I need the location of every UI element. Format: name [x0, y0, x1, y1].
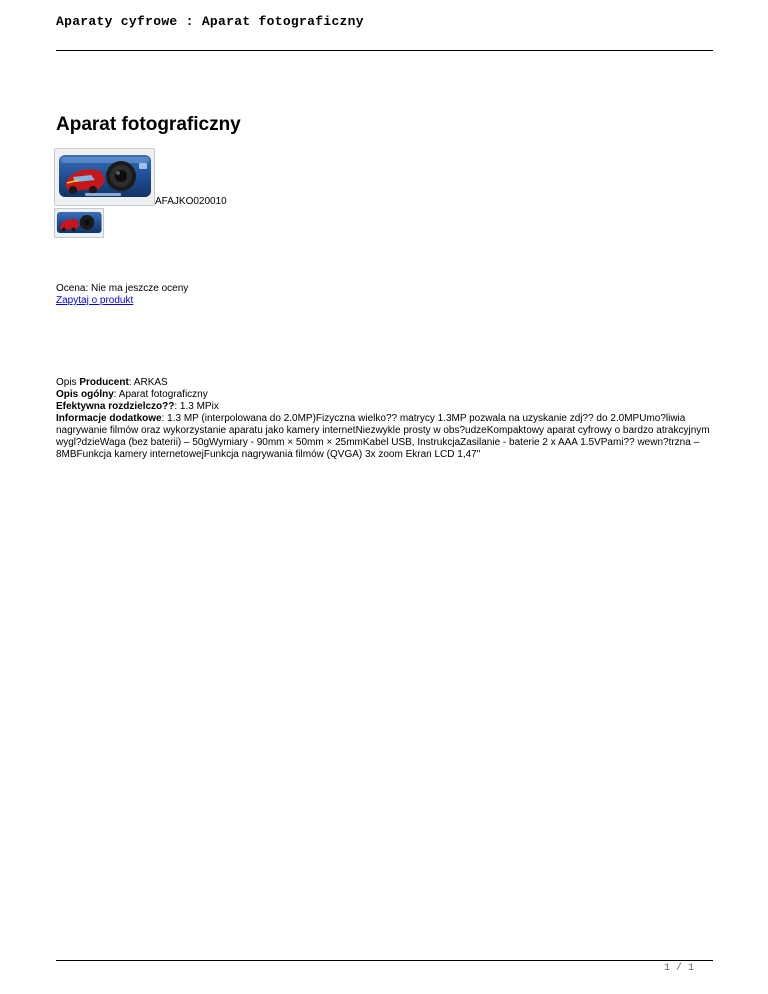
page-number: 1 / 1 — [664, 963, 695, 974]
document-header-title: Aparaty cyfrowe : Aparat fotograficzny — [56, 14, 364, 29]
spec-opis-ogolny — [56, 389, 716, 401]
camera-photo-illustration — [55, 149, 154, 205]
spec-rozdzielczosc-value: : 1.3 MPix — [174, 401, 219, 412]
spec-producent — [56, 377, 716, 389]
product-specifications — [56, 377, 716, 461]
spec-rozdzielczosc-label: Efektywna rozdzielczo?? — [56, 401, 175, 412]
product-main-image[interactable] — [54, 148, 155, 206]
spec-informacje-dodatkowe — [56, 413, 716, 461]
ask-about-product-link[interactable]: Zapytaj o produkt — [56, 295, 134, 306]
spec-opis-ogolny-label: Opis ogólny — [56, 389, 114, 400]
footer-divider — [56, 960, 713, 961]
spec-info-label: Informacje dodatkowe — [56, 413, 162, 424]
product-rating: Ocena: Nie ma jeszcze oceny — [56, 283, 189, 294]
spec-rozdzielczosc — [56, 401, 716, 413]
spec-producent-label: Producent — [79, 377, 129, 388]
camera-thumbnail-illustration — [55, 209, 103, 237]
product-thumbnail[interactable] — [54, 208, 104, 238]
spec-info-value: : 1.3 MP (interpolowana do 2.0MP)Fizyczna wielko?? matrycy 1.3MP pozwala na uzyskanie zdj?? do 2.0MPUmo?liwia nagrywanie filmów oraz wykorzystanie aparatu jako kamery internetNiezwykle prosty w obs?udzeKompaktowy aparat cyfrowy o bardzo atrakcyjnym wygl?dzieWaga (bez baterii) – 50gWymiary - 90mm × 50mm × 25mmKabel USB, InstrukcjaZasilanie - baterie 2 x AAA 1.5VPami?? wewn?trzna – 8MBFunkcja kamery internetowejFunkcja nagrywania filmów (QVGA) 3x zoom Ekran LCD 1,47" — [56, 413, 710, 460]
product-title: Aparat fotograficzny — [56, 114, 241, 135]
spec-opis-prefix: Opis — [56, 377, 80, 388]
header-divider — [56, 50, 713, 51]
spec-opis-ogolny-value: : Aparat fotograficzny — [113, 389, 208, 400]
product-code: AFAJKO020010 — [155, 196, 227, 207]
spec-producent-value: : ARKAS — [128, 377, 168, 388]
